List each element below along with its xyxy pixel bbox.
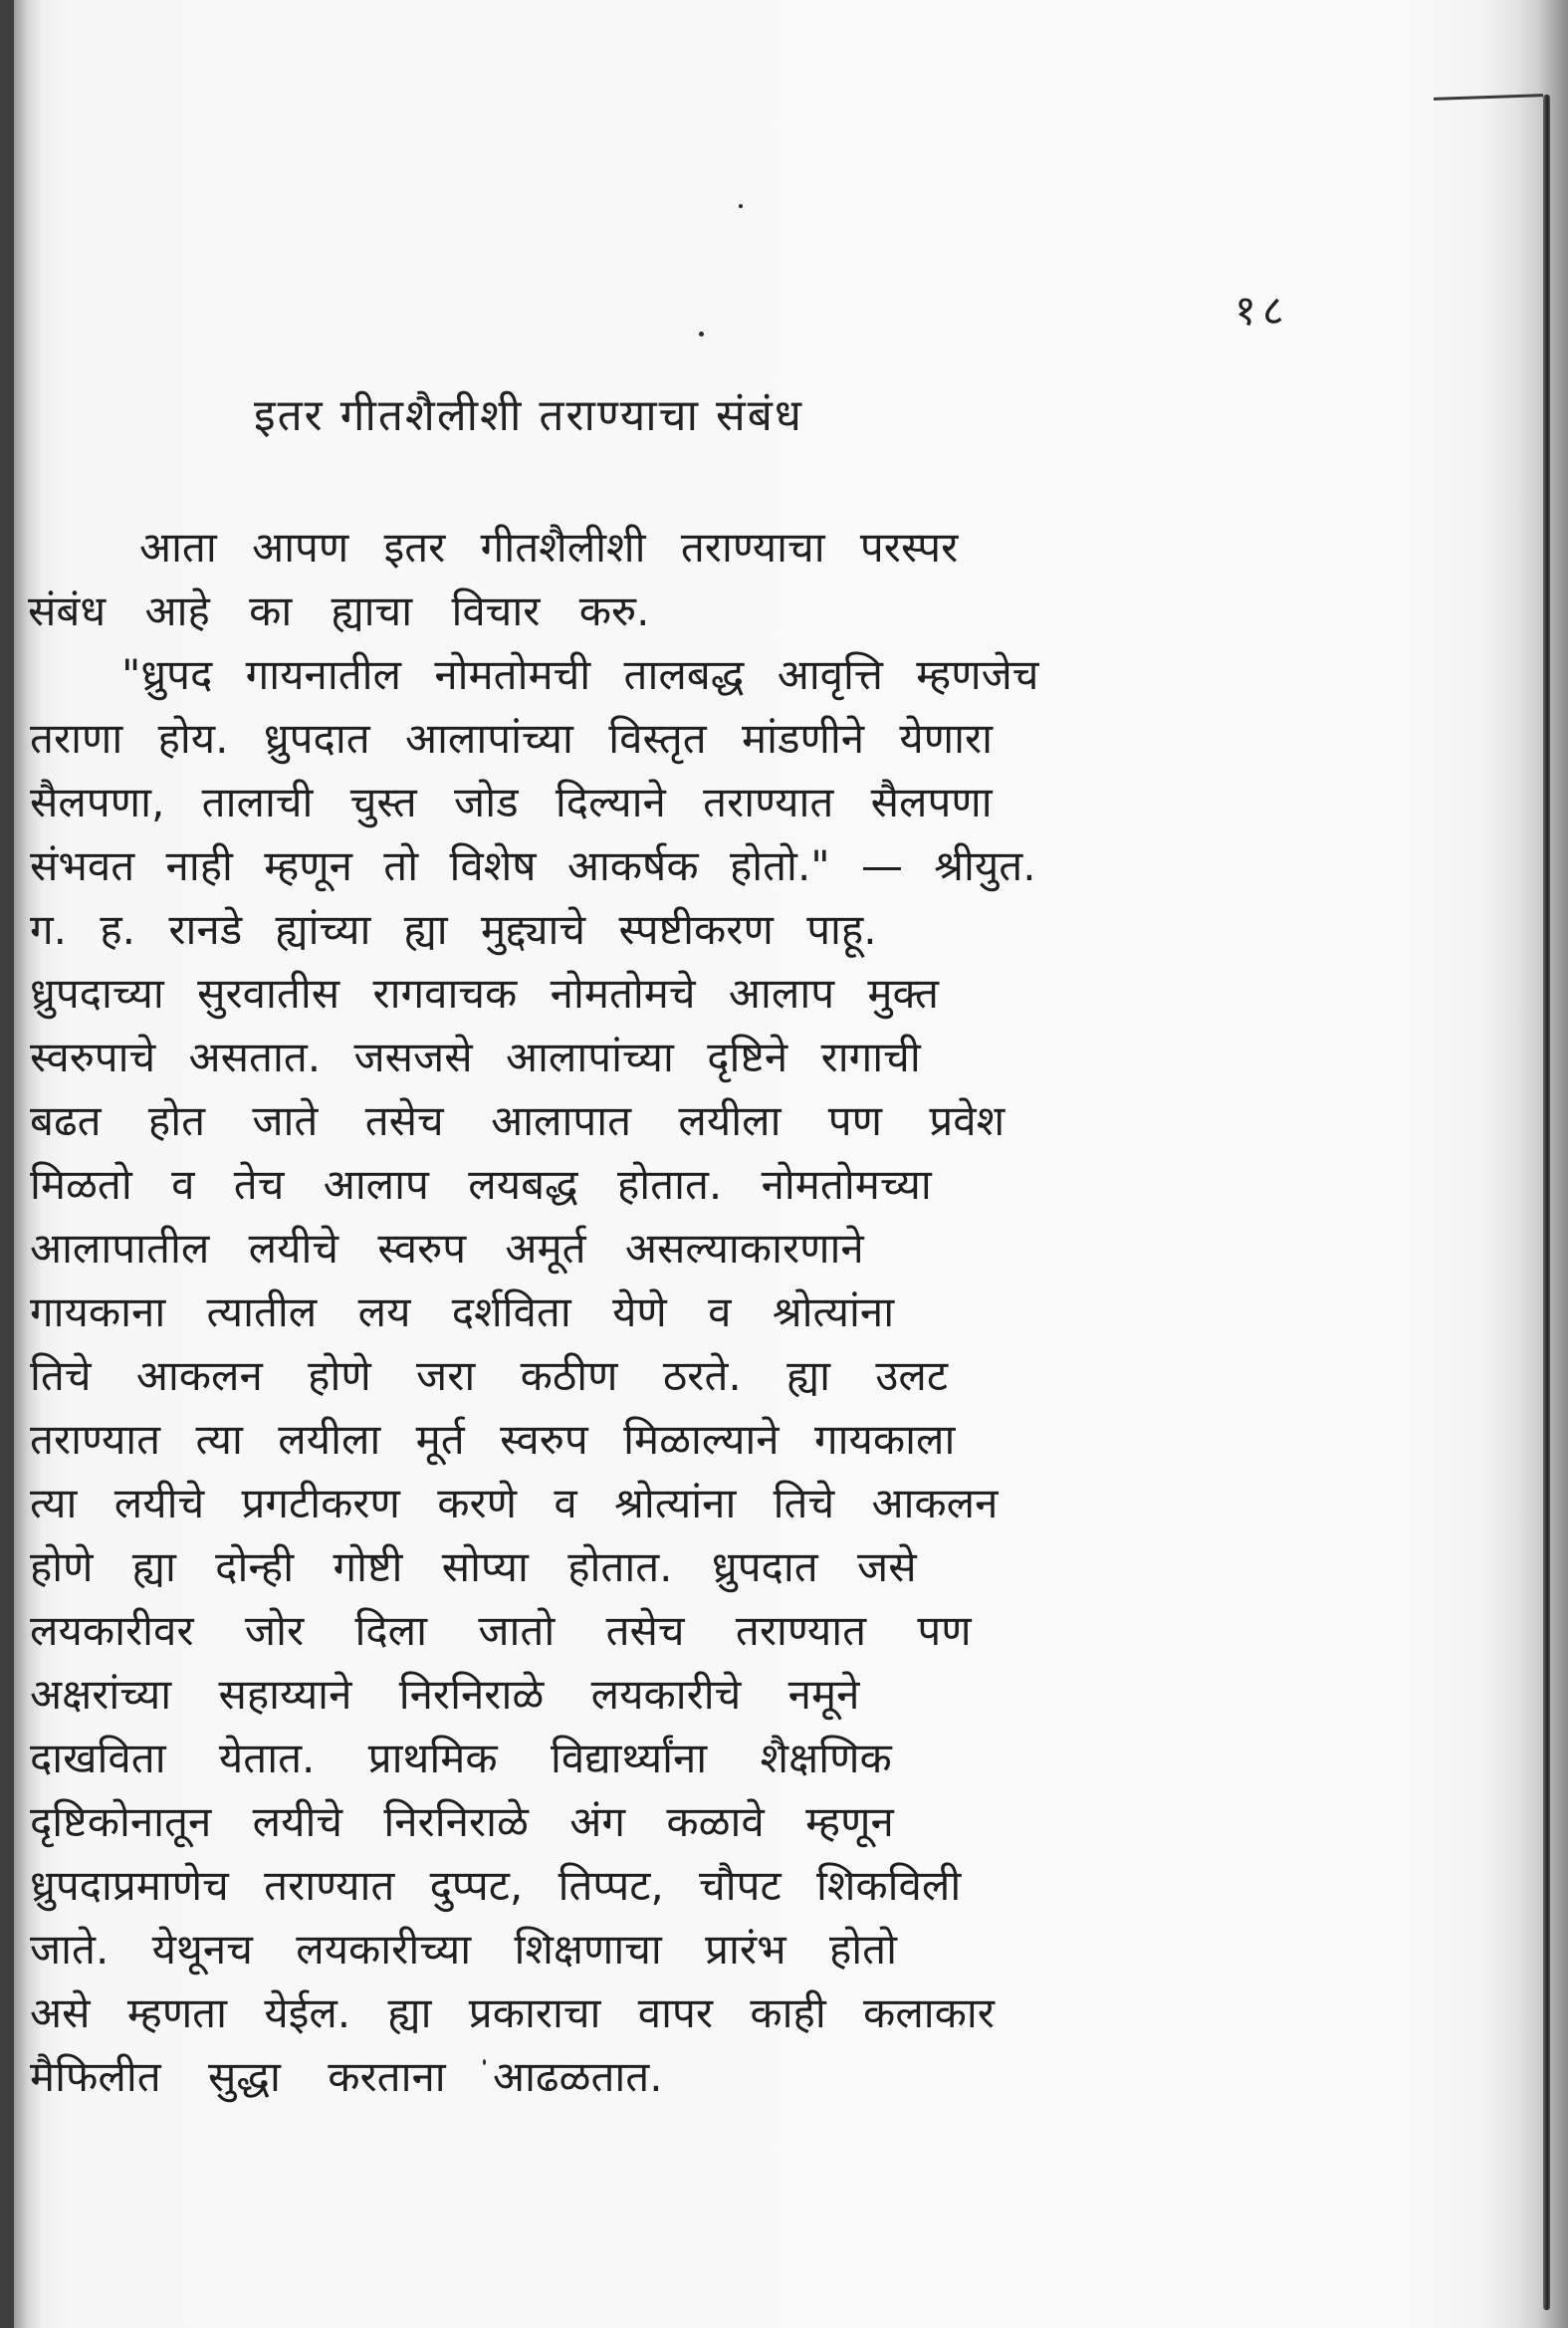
- page-corner-edge: [1434, 94, 1543, 101]
- text-line: त्या लयीचे प्रगटीकरण करणे व श्रोत्यांना तिचे आकलन: [30, 1479, 999, 1527]
- text-line: दाखविता येतात. प्राथमिक विद्यार्थ्यांना शैक्षणिक: [30, 1734, 892, 1782]
- text-line: तराणा होय. ध्रुपदात आलापांच्या विस्तृत मांडणीने येणारा: [30, 714, 994, 763]
- text-line: होणे ह्या दोन्ही गोष्टी सोप्या होतात. ध्रुपदात जसे: [30, 1542, 917, 1591]
- text-line: सैलपणा, तालाची चुस्त जोड दिल्याने तराण्यात सैलपणा: [30, 778, 993, 826]
- text-line: तिचे आकलन होणे जरा कठीण ठरते. ह्या उलट: [30, 1351, 949, 1400]
- ink-speck: [739, 204, 743, 208]
- text-line: स्वरुपाचे असतात. जसजसे आलापांच्या दृष्टिने रागाची: [30, 1033, 921, 1081]
- text-line: मैफिलीत सुद्धा करताना आढळतात.: [30, 2052, 663, 2101]
- text-line: मिळतो व तेच आलाप लयबद्ध होतात. नोमतोमच्या: [30, 1160, 932, 1209]
- page-number: १८: [1234, 286, 1290, 335]
- text-line: संभवत नाही म्हणून तो विशेष आकर्षक होतो." — श्रीयुत.: [30, 841, 1036, 890]
- text-line: आलापातील लयीचे स्वरुप अमूर्त असल्याकारणाने: [30, 1224, 864, 1273]
- binding-edge: [0, 0, 14, 2328]
- text-line: जाते. येथूनच लयकारीच्या शिक्षणाचा प्रारंभ होतो: [30, 1925, 897, 1974]
- text-line: ध्रुपदाप्रमाणेच तराण्यात दुप्पट, तिप्पट, चौपट शिकविली: [30, 1861, 962, 1910]
- text-line: "ध्रुपद गायनातील नोमतोमची तालबद्ध आवृत्ति म्हणजेच: [121, 650, 1039, 699]
- text-line: तराण्यात त्या लयीला मूर्त स्वरुप मिळाल्याने गायकाला: [30, 1415, 956, 1464]
- text-line: अक्षरांच्या सहाय्याने निरनिराळे लयकारीचे नमूने: [30, 1670, 860, 1719]
- text-line: बढत होत जाते तसेच आलापात लयीला पण प्रवेश: [30, 1096, 1006, 1145]
- text-line: असे म्हणता येईल. ह्या प्रकाराचा वापर काही कलाकार: [30, 1988, 995, 2037]
- text-line: लयकारीवर जोर दिला जातो तसेच तराण्यात पण: [30, 1606, 972, 1655]
- text-line: गायकाना त्यातील लय दर्शविता येणे व श्रोत्यांना: [30, 1287, 895, 1336]
- page-edge-shadow: [1543, 95, 1550, 2310]
- text-line: आता आपण इतर गीतशैलीशी तराण्याचा परस्पर: [139, 523, 959, 572]
- text-line: ध्रुपदाच्या सुरवातीस रागवाचक नोमतोमचे आलाप मुक्त: [30, 969, 939, 1018]
- text-line: ग. ह. रानडे ह्यांच्या ह्या मुद्द्याचे स्पष्टीकरण पाहू.: [30, 905, 877, 954]
- text-line: दृष्टिकोनातून लयीचे निरनिराळे अंग कळावे म्हणून: [30, 1797, 894, 1846]
- section-heading: इतर गीतशैलीशी तराण्याचा संबंध: [254, 390, 803, 441]
- text-line: संबंध आहे का ह्याचा विचार करु.: [28, 586, 650, 635]
- ink-speck: [699, 332, 704, 337]
